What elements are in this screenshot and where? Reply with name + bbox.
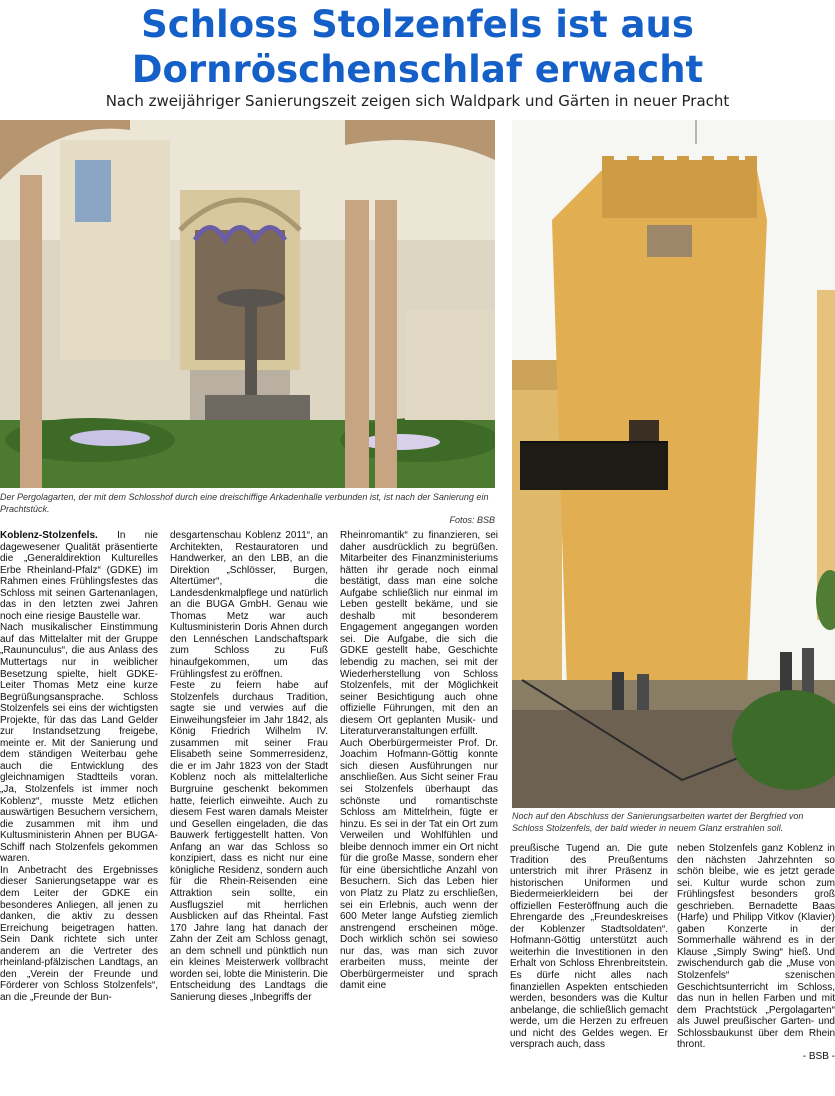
paragraph: preußische Tugend an. Die gute Tradition des Preußentums unterstrich mit ihrer Präsenz in historischen Uniformen und Biedermeierkleidern bei der offiziellen Festeröffnung auch die Ehrengarde des „Freundeskreises der Koblenzer Stadtsoldaten“. Hofmann-Göttig unterstützt auch weiterhin die Investitionen in den Erhalt von Schloss Ehrenbreitstein. Es dürfe nicht alles nach finanziellen Aspekten entschieden werden, besonders was die Kultur anbelange, die schließlich gemacht werde, um die Herzen zu erfreuen und nicht des Geldes wegen. Er versprach auch, dass [510, 843, 668, 1051]
paragraph: Rheinromantik“ zu finanzieren, sei daher ausdrücklich zu begrüßen. Mitarbeiter des Finanzministeriums hätten ihr gerade noch einmal bestätigt, dass man eine solche Aufgabe schließlich nur einmal im Leben gestellt bekäme, und sie deshalb mit besonderem Engagement angegangen worden sei. Die Aufgabe, die sich die GDKE gestellt habe, Geschichte lebendig zu machen, sei mit der Wiederherstellung von Schloss Stolzenfels, mit der Möglichkeit seiner Besichtigung auch ohne offizielle Führungen, mit den an diesem Ort geplanten Musik- und Literaturveranstaltungen erfüllt. [340, 530, 498, 738]
paragraph: In Anbetracht des Ergebnisses dieser Sanierungsetappe war es dem Leiter der GDKE ein besonderes Anliegen, all jenen zu danken, die aktiv zu dessen Erreichung beigetragen hatten. Sein Dank richtete sich unter anderem an die Vertreter des rheinland-pfälzischen Landtags, an den „Verein der Freunde und Förderer von Schloss Stolzenfels“, an die „Freunde der Bun- [0, 864, 158, 1003]
pergola-garden-caption [0, 492, 495, 527]
bergfried-tower-caption: Noch auf den Abschluss der Sanierungsarbeiten wartet der Bergfried von Schloss Stolzenfels, der bald wieder in neuem Glanz erstrahlen soll. [512, 811, 804, 833]
pergola-garden-photo [0, 120, 495, 488]
article-column-5 [677, 843, 835, 1096]
headline-line-1: Schloss Stolzenfels ist aus [141, 3, 694, 46]
paragraph: Feste zu feiern habe auf Stolzenfels durchaus Tradition, sagte sie und verwies auf die Einweihungsfeier im Jahr 1842, als König Friedrich Wilhelm IV. zusammen mit seiner Frau Elisabeth seine Sommerresidenz, die er im Jahr 1823 von der Stadt Koblenz noch als mittelalterliche Burgruine geschenkt bekommen hatte, feierlich einweihte. Auch zu diesem Fest waren damals Meister und Gesellen eingeladen, die das Bauwerk fertiggestellt hatten. Von Anfang an war das Schloss so konzipiert, dass es nicht nur eine königliche Residenz, sondern auch für die Rhein-Reisenden eine Attraktion sein sollte, ein Ausflugsziel mit herrlichen Ausblicken auf das Rheintal. Fast 170 Jahre lang hat danach der Zahn der Zeit am Schloss genagt, an dem schnell und pünktlich nun ein kleines Meisterwerk vollbracht worden sei, lobte die Ministerin. Die Entscheidung des Landtags die Sanierung dieses „Inbegriffs der [170, 680, 328, 1003]
article-column-2 [170, 530, 328, 1096]
headline-line-2: Dornröschenschlaf erwacht [131, 48, 704, 91]
pergola-garden-caption-text: Der Pergolagarten, der mit dem Schlosshof durch eine dreischiffige Arkadenhalle verbunden ist, ist nach der Sanierung ein Prachtstück. [0, 492, 489, 514]
author-signature: - BSB - [802, 1050, 835, 1062]
article-column-3 [340, 530, 498, 1096]
dateline: Koblenz-Stolzenfels. [0, 530, 98, 541]
paragraph-text: In nie dagewesener Qualität präsentierte die „Generaldirektion Kulturelles Erbe Rheinland-Pfalz“ (GDKE) im Rahmen eines Frühlingsfestes das Schloss mit seinen Gartenanlagen, das in den letzten zwei Jahren noch eine riesige Baustelle war. [0, 530, 158, 622]
paragraph [0, 530, 158, 622]
article-column-1 [0, 530, 158, 1096]
headline [0, 2, 835, 92]
article-column-4 [510, 843, 668, 1096]
bergfried-tower-photo [512, 120, 835, 808]
paragraph: neben Stolzenfels ganz Koblenz in den nächsten Jahrzehnten so schön bleibe, wie es jetzt gerade sei. Kultur wurde schon zum Frühlingsfest besonders groß geschrieben. Bernadette Baas (Harfe) und Philipp Vitkov (Klavier) gaben Konzerte in der Sommerhalle während es in der Klause „Simply Swing“ hieß. Und zwischendurch gab die „Muse von Stolzenfels“ szenischen Geschichtsunterricht im Schloss, das nun in hellen Farben und mit dem Prachtstück „Pergolagarten“ als Juwel preußischer Garten- und Schlossbaukunst über dem Rhein thront. [677, 843, 835, 1051]
paragraph: desgartenschau Koblenz 2011“, an Architekten, Restauratoren und Handwerker, an den LBB, an die Direktion „Schlösser, Burgen, Altertümer“, die Landesdenkmalpflege und natürlich an die BUGA GmbH. Genau wie Thomas Metz war auch Kultusministerin Doris Ahnen durch den Lennéschen Landschaftspark zum Schloss zu Fuß hinaufgekommen, um das Frühlingsfest zu eröffnen. [170, 530, 328, 680]
paragraph: Auch Oberbürgermeister Prof. Dr. Joachim Hofmann-Göttig konnte sich diesen Ausführungen nur anschließen. Aus Sicht seiner Frau sei Stolzenfels überhaupt das schönste und romantischste Schloss am Mittelrhein, fügte er hinzu. Es sei in der Tat ein Ort zum Verweilen und Wohlfühlen und bleibe dennoch immer ein Ort nicht für die große Masse, sondern eher für eine übersichtliche Anzahl von Besuchern. Sich das Leben hier von Platz zu Platz zu erschließen, sei ein Erlebnis, auch wenn der 600 Meter lange Aufstieg ziemlich anstrengend erscheinen möge. Doch wirklich schön sei sowieso nur das, was man sich zuvor erarbeiten muss, meinte der Oberbürgermeister und sprach damit eine [340, 737, 498, 992]
subheadline: Nach zweijähriger Sanierungszeit zeigen sich Waldpark und Gärten in neuer Pracht [105, 92, 730, 110]
paragraph: Nach musikalischer Einstimmung auf das Mittelalter mit der Gruppe „Raununculus“, die aus Anlass des Muttertags nur in weiblicher Besetzung spielte, hielt GDKE-Leiter Thomas Metz eine kurze Begrüßungsansprache. Schloss Stolzenfels sei eins der wichtigsten Projekte, für das das Land Gelder zur Instandsetzung freigebe, meinte er. Mit der Sanierung und dem ständigen Weiterbau gehe auch die Entwicklung des gleichnamigen Stadtteils voran. „Ja, Stolzenfels ist immer noch Koblenz“, musste Metz etlichen auswärtigen Besuchern versichern, die zusammen mit ihm und Kultusministerin Ahnen per BUGA-Schiff nach Stolzenfels gekommen waren. [0, 622, 158, 865]
photo-credit: Fotos: BSB [449, 515, 495, 525]
